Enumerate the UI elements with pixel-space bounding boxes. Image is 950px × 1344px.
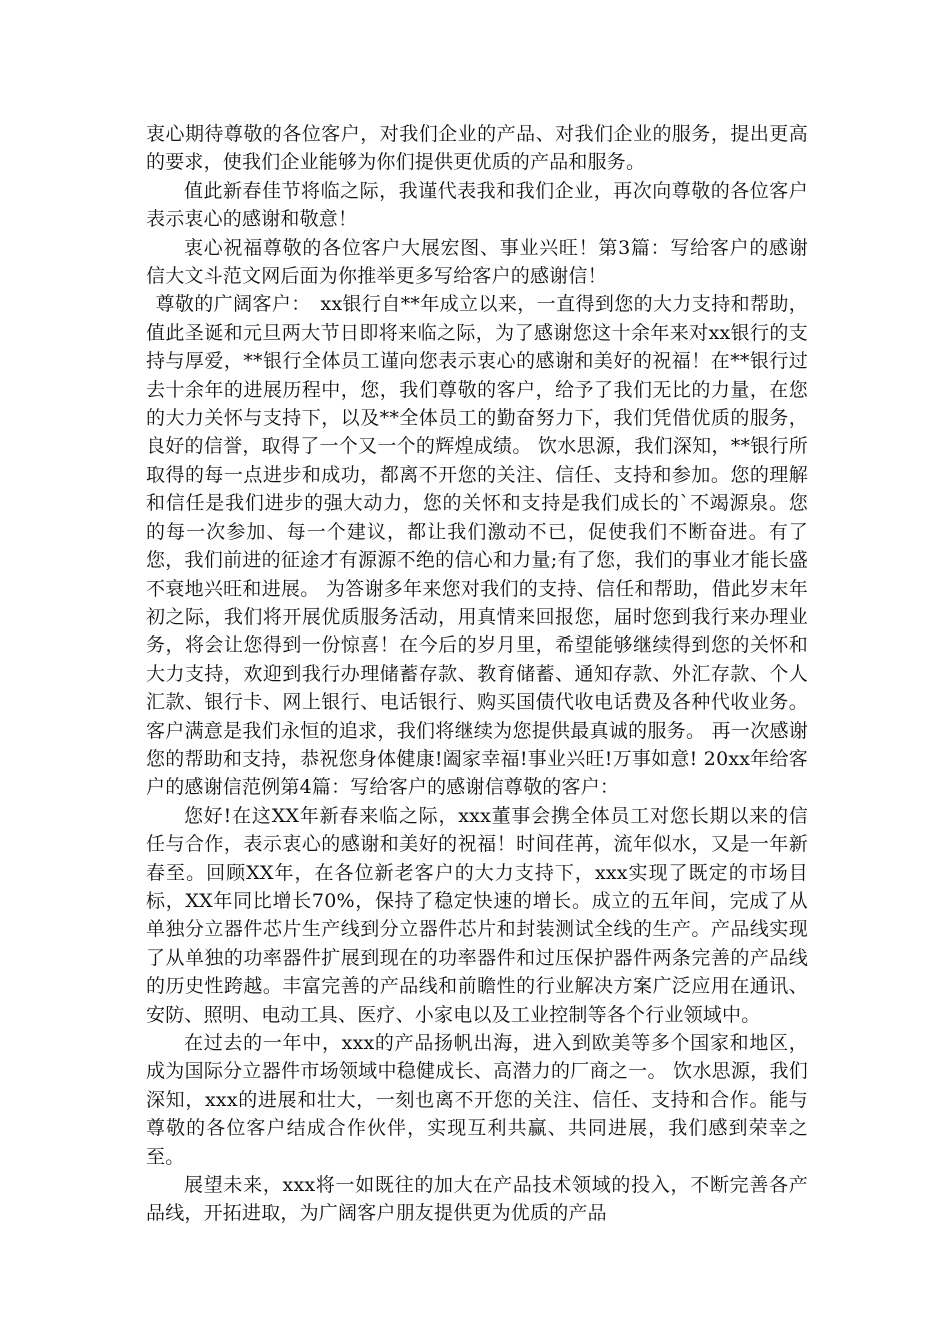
paragraph-company-greeting: 您好!在这XX年新春来临之际，xxx董事会携全体员工对您长期以来的信任与合作，表示衷心的感谢和美好的祝福！时间荏苒，流年似水，又是一年新春至。回顾XX年，在各位新老客户的大力支持下，xxx实现了既定的市场目标，XX年同比增长70%，保持了稳定快速的增长。成立的五年间，完成了从单独分立器件芯片生产线到分立器件芯片和封装测试全线的生产。产品线实现了从单独的功率器件扩展到现在的功率器件和过压保护器件两条完善的产品线的历史性跨越。丰富完善的产品线和前瞻性的行业解决方案广泛应用在通讯、安防、照明、电动工具、医疗、小家电以及工业控制等各个行业领域中。 [146,804,808,1026]
document-body [146,120,808,1228]
paragraph-new-year-thanks: 值此新春佳节将临之际，我谨代表我和我们企业，再次向尊敬的各位客户表示衷心的感谢和敬意！ [146,179,808,231]
paragraph-blessing-section-3: 衷心祝福尊敬的各位客户大展宏图、事业兴旺！第3篇：写给客户的感谢信大文斗范文网后面为你推举更多写给客户的感谢信！ [146,236,808,288]
paragraph-bank-letter: 尊敬的广阔客户： xx银行自**年成立以来，一直得到您的大力支持和帮助，值此圣诞和元旦两大节日即将来临之际，为了感谢您这十余年来对xx银行的支持与厚爱，**银行全体员工谨向您表示衷心的感谢和美好的祝福！在**银行过去十余年的进展历程中，您，我们尊敬的客户，给予了我们无比的力量，在您的大力关怀与支持下，以及**全体员工的勤奋努力下，我们凭借优质的服务，良好的信誉，取得了一个又一个的辉煌成绩。 饮水思源，我们深知，**银行所取得的每一点进步和成功，都离不开您的关注、信任、支持和参加。您的理解和信任是我们进步的强大动力，您的关怀和支持是我们成长的`不竭源泉。您的每一次参加、每一个建议，都让我们激动不已，促使我们不断奋进。有了您，我们前进的征途才有源源不绝的信心和力量;有了您，我们的事业才能长盛不衰地兴旺和进展。 为答谢多年来您对我们的支持、信任和帮助，借此岁末年初之际，我们将开展优质服务活动，用真情来回报您，届时您到我行来办理业务，将会让您得到一份惊喜！在今后的岁月里，希望能够继续得到您的关怀和大力支持，欢迎到我行办理储蓄存款、教育储蓄、通知存款、外汇存款、个人汇款、银行卡、网上银行、电话银行、购买国债代收电话费及各种代收业务。客户满意是我们永恒的追求，我们将继续为您提供最真诚的服务。 再一次感谢您的帮助和支持，恭祝您身体健康!阖家幸福!事业兴旺!万事如意! 20xx年给客户的感谢信范例第4篇：写给客户的感谢信尊敬的客户： [146,293,808,799]
paragraph-outlook: 展望未来，xxx将一如既往的加大在产品技术领域的投入，不断完善各产品线，开拓进取，为广阔客户朋友提供更为优质的产品 [146,1174,808,1225]
paragraph-past-year: 在过去的一年中，xxx的产品扬帆出海，进入到欧美等多个国家和地区，成为国际分立器件市场领域中稳健成长、高潜力的厂商之一。 饮水思源，我们深知，xxx的进展和壮大，一刻也离不开您的关注、信任、支持和合作。能与尊敬的各位客户结成合作伙伴，实现互利共赢、共同进展，我们感到荣幸之至。 [146,1032,808,1168]
paragraph-closing-wish: 衷心期待尊敬的各位客户，对我们企业的产品、对我们企业的服务，提出更高的要求，使我们企业能够为你们提供更优质的产品和服务。 [146,123,808,174]
